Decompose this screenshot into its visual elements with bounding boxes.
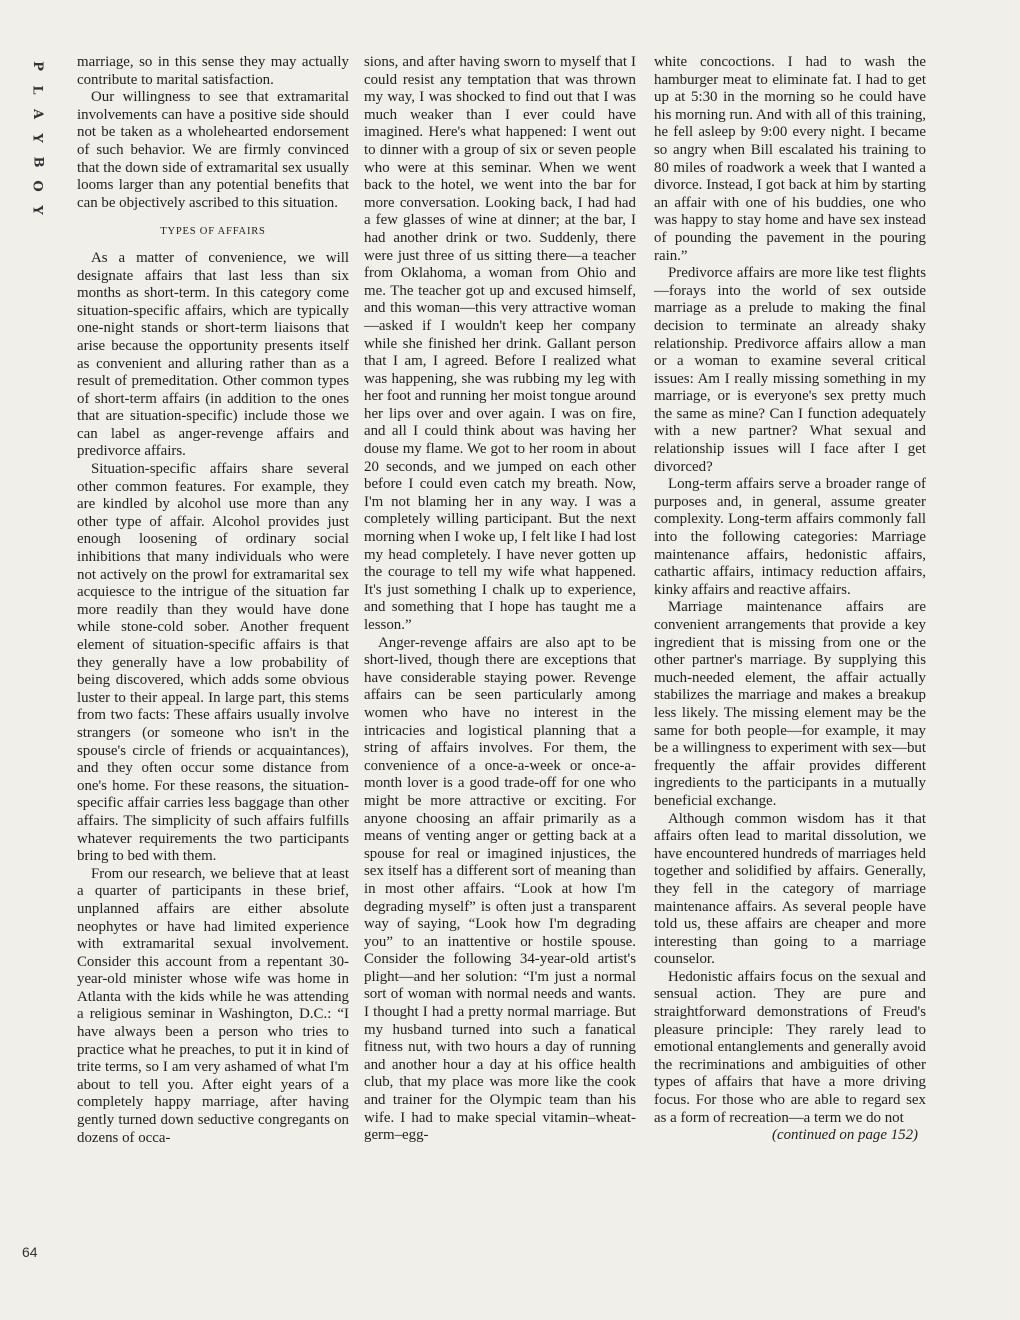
paragraph: Long-term affairs serve a broader range of purposes and, in general, assume greater complexity. Long-term affairs commonly fall into the following categories: Marriage maintenance affairs, hedonistic affairs, cathartic affairs, intimacy reduction affairs, kinky affairs and reactive affairs.	[654, 476, 926, 598]
masthead-letter: L	[29, 85, 45, 95]
masthead-letter: P	[30, 61, 45, 71]
text-column-3	[654, 54, 926, 1145]
paragraph: As a matter of convenience, we will designate affairs that last less than six months as short-term. In this category come situation-specific affairs, which are typically one-night stands or short-term liaisons that arise because the opportunity presents itself as convenient and alluring rather than as a result of premeditation. Other common types of short-term affairs (in addition to the ones that are situation-specific) include those we can label as anger-revenge affairs and predivorce affairs.	[77, 249, 349, 460]
paragraph: white concoctions. I had to wash the hamburger meat to eliminate fat. I had to get up at 5:30 in the morning so he could have his morning run. And with all of this training, he fell asleep by 9:00 every night. I became so angry when Bill escalated his training to 80 miles of roadwork a week that I wanted a divorce. Instead, I got back at him by starting an affair with one of his buddies, one who was happy to stay home and have sex instead of pounding the pavement in the pouring rain.”	[654, 54, 926, 264]
paragraph: From our research, we believe that at least a quarter of participants in these brief, unplanned affairs are either absolute neophytes or have had limited experience with extramarital sexual involvement. Consider this account from a repentant 30-year-old minister whose wife was home in Atlanta with the kids while he was attending a religious seminar in Washington, D.C.: “I have always been a person who tries to practice what he preaches, to put it in kind of trite terms, so I am very ashamed of what I'm about to tell you. After eight years of a completely happy marriage, after having gently turned down seductive congregants on dozens of occa-	[77, 865, 349, 1146]
paragraph: Predivorce affairs are more like test flights—forays into the world of sex outside marriage as a prelude to making the final decision to terminate an already shaky relationship. Predivorce affairs allow a man or a woman to examine several critical issues: Am I really missing something in my marriage, or is everyone's sex pretty much the same as mine? Can I function adequately with a new partner? What sexual and relationship issues will I face after I get divorced?	[654, 265, 926, 475]
page-number: 64	[22, 1244, 38, 1260]
masthead-letter: O	[29, 180, 45, 192]
paragraph: marriage, so in this sense they may actually contribute to marital satisfaction.	[77, 54, 349, 88]
masthead-letter: Y	[30, 133, 45, 143]
paragraph: Although common wisdom has it that affairs often lead to marital dissolution, we have encountered hundreds of marriages held together and solidified by affairs. Generally, they fell in the category of marriage maintenance affairs. As several people have told us, these affairs are cheaper and more interesting than going to a marriage counselor.	[654, 810, 926, 968]
paragraph: Our willingness to see that extramarital involvements can have a positive side should not be taken as a wholehearted endorsement of such behavior. We are firmly convinced that the down side of extramarital sex usually looms larger than any potential benefits that can be objectively ascribed to this situation.	[77, 89, 349, 211]
text-column-2	[364, 54, 636, 1145]
masthead-letter: B	[30, 156, 45, 168]
continued-note[interactable]: (continued on page 152)	[772, 1127, 918, 1144]
paragraph: Situation-specific affairs share several other common features. For example, they are kindled by alcohol use more than any other type of affair. Alcohol provides just enough loosening of ordinary social inhibitions that many individuals who were not actively on the prowl for extramarital sex acquiesce to the intrigue of the situation far more readily than they would have done while stone-cold sober. Another frequent element of situation-specific affairs is that they generally have a low probability of being discovered, which adds some obvious luster to their appeal. In large part, this stems from two facts: These affairs usually involve strangers (or someone who isn't in the spouse's circle of friends or acquaintances), and they often occur some distance from one's home. For these reasons, the situation-specific affair carries less baggage than other affairs. The simplicity of such affairs fulfills whatever requirements the two participants bring to bed with them.	[77, 461, 349, 865]
masthead-letter: Y	[30, 205, 45, 215]
text-column-1	[77, 54, 349, 1147]
paragraph: sions, and after having sworn to myself that I could resist any temptation that was thrown my way, I was shocked to find out that I was much weaker than I ever could have imagined. Here's what happened: I went out to dinner with a group of six or seven people who were at this seminar. When we went back to the hotel, we went into the bar for more conversation. Looking back, I had had a few glasses of wine at dinner; at the bar, I had another drink or two. Suddenly, there were just three of us sitting there—a teacher from Oklahoma, a woman from Ohio and me. The teacher got up and excused himself, and this woman—this very attractive woman—asked if I wouldn't keep her company while she finished her drink. Gallant person that I am, I agreed. Before I realized what was happening, she was rubbing my leg with her foot and running her moist tongue around her lips over and over again. I was on fire, and all I could think about was having her douse my flame. We got to her room in about 20 seconds, and we jumped on each other before I could even catch my breath. Now, I'm not blaming her in any way. I was a completely willing participant. But the next morning when I woke up, I felt like I had lost my head completely. I have never gotten up the courage to tell my wife what happened. It's just something I chalk up to experience, and something that I hope has taught me a lesson.”	[364, 54, 636, 633]
paragraph: Hedonistic affairs focus on the sexual and sensual action. They are pure and straightforward demonstrations of Freud's pleasure principle: They rarely lead to emotional entanglements and generally avoid the recriminations and ambiguities of other types of affairs that have a more driving focus. For those who are able to regard sex as a form of recreation—a term we do not	[654, 968, 926, 1126]
masthead-letter: A	[30, 108, 45, 120]
paragraph: Anger-revenge affairs are also apt to be short-lived, though there are exceptions that have considerable staying power. Revenge affairs can be seen particularly among women who have no interest in the intricacies and logistical planning that a string of affairs involves. For them, the convenience of a once-a-week or once-a-month lover is a good trade-off for one who might be more attractive or exciting. For anyone choosing an affair primarily as a means of venting anger or getting back at a spouse for real or imagined injustices, the sex itself has a different sort of meaning than in most other affairs. “Look at how I'm degrading myself” is often just a transparent way of saying, “Look how I'm degrading you” to an inattentive or hostile spouse. Consider the following 34-year-old artist's plight—and her solution: “I'm just a normal sort of woman with normal needs and wants. I thought I had a pretty normal marriage. But my husband turned into such a fanatical fitness nut, with two hours a day of running and another hour a day at his office health club, that my place was more like the cook and trainer for the Olympic team than his wife. I had to make special vitamin–wheat-germ–egg-	[364, 634, 636, 1144]
paragraph: Marriage maintenance affairs are convenient arrangements that provide a key ingredient that is missing from one or the other partner's marriage. By supplying this much-needed element, the affair actually stabilizes the marriage and makes a breakup less likely. The missing element may be the same for both people—for example, it may be a willingness to experiment with sex—but frequently the affair provides different ingredients to the participants in a mutually beneficial exchange.	[654, 599, 926, 809]
masthead	[30, 58, 44, 218]
section-heading: TYPES OF AFFAIRS	[160, 226, 266, 238]
